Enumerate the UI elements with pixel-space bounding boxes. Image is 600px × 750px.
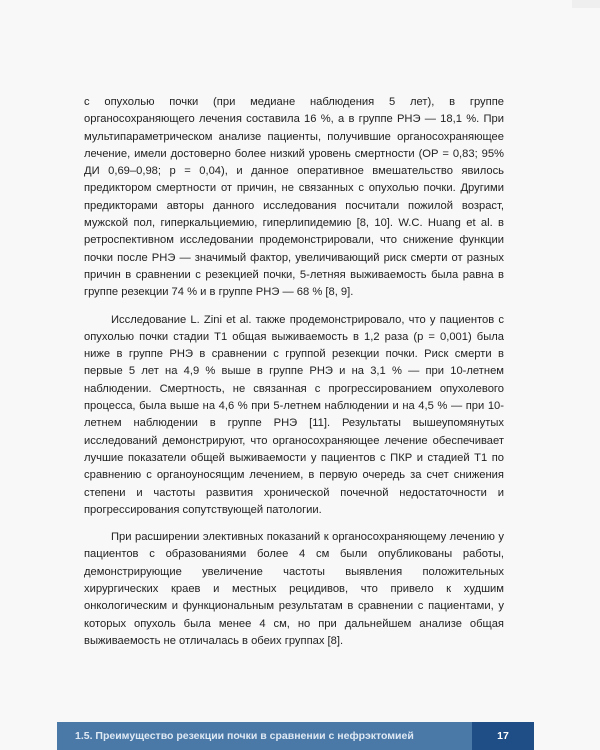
paragraph-1: с опухолью почки (при медиане наблюдения 5 лет), в группе органосохраняющего лечения составила 16 %, а в группе РНЭ — 18,1 %. При мультипараметрическом анализе пациенты, получившие органосохраняющее лечение, имели достоверно более низкий уровень смертности (ОР = 0,83; 95% ДИ 0,69–0,98; p = 0,04), и данное оперативное вмешательство явилось предиктором смертности от причин, не связанных с опухолью почки. Другими предикторами авторы данного исследования посчитали пожилой возраст, мужской пол, гиперкальциемию, гиперлипидемию [8, 10]. W.C. Huang et al. в ретроспективном исследовании продемонстрировали, что снижение функции почки после РНЭ — значимый фактор, увеличивающий риск смерти от разных причин в сравнении с резекцией почки, 5-летняя выживаемость была равна в группе резекции 74 % и в группе РНЭ — 68 % [8, 9]. [84, 96, 504, 299]
page-corner-mark [572, 0, 600, 8]
running-footer [57, 722, 534, 750]
footer-section-title: 1.5. Преимущество резекции почки в сравнении с нефрэктомией [57, 722, 472, 750]
page-number: 17 [472, 722, 534, 750]
paragraph-2: Исследование L. Zini et al. также продемонстрировало, что у пациентов с опухолью почки стадии T1 общая выживаемость в 1,2 раза (p = 0,001) была ниже в группе РНЭ в сравнении с группой резекции почки. Риск смерти в первые 5 лет на 4,9 % выше в группе РНЭ и на 3,1 % — при 10-летнем наблюдении. Смертность, не связанная с прогрессированием опухолевого процесса, была выше на 4,6 % при 5-летнем наблюдении и на 4,5 % — при 10-летнем наблюдении в группе РНЭ [11]. Результаты вышеупомянутых исследований демонстрируют, что органосохраняющее лечение обеспечивает лучшие показатели общей выживаемости у пациентов с ПКР и стадией T1 по сравнению с органоуносящим лечением, в первую очередь за счет снижения степени и частоты развития хронической почечной недостаточности и прогрессирования сопутствующей патологии. [84, 313, 504, 516]
paragraph-3: При расширении элективных показаний к органосохраняющему лечению у пациентов с образованиями более 4 см были опубликованы работы, демонстрирующие увеличение частоты выявления положительных хирургических краев и местных рецидивов, что привело к худшим онкологическим и функциональным результатам в сравнении с пациентами, у которых опухоль была менее 4 см, но при дальнейшем анализе общая выживаемость не отличалась в обеих группах [8]. [84, 531, 504, 647]
body-text [84, 94, 504, 650]
